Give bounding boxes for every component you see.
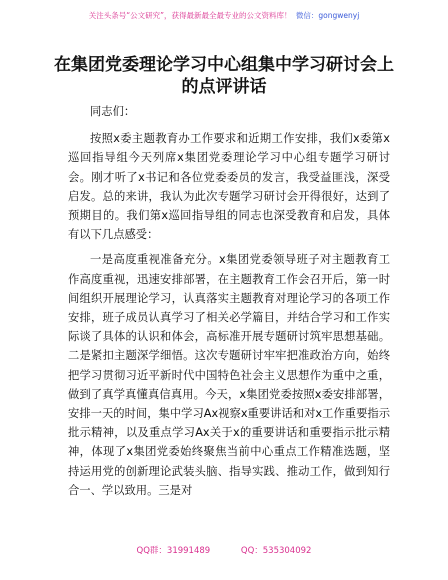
footer-contact: [0, 545, 448, 557]
wechat-id: 微信：gongwenyj: [295, 11, 360, 20]
title-line-1: 在集团党委理论学习中心组集中学习研讨会上: [54, 55, 394, 75]
qq-number: QQ：535304092: [240, 546, 312, 556]
greeting: 同志们：: [90, 105, 136, 118]
banner-text: 关注头条号“公文研究”，获得最新最全最专业的公文资料库！: [88, 11, 292, 20]
document-body: [68, 102, 390, 506]
document-title: [36, 54, 412, 98]
top-banner: [0, 10, 448, 22]
title-line-2: 的点评讲话: [181, 77, 267, 97]
paragraph-1: 按照x委主题教育办工作要求和近期工作安排，我们x委第x巡回指导组今天列席x集团党委理论学习中心组专题学习研讨会。刚才听了x书记和各位党委委员的发言，我受益匪浅，深受启发。总的来讲，我认为此次专题学习研讨会开得很好，达到了预期目的。我们第x巡回指导组的同志也深受教育和启发，具体有以下几点感受：: [68, 132, 390, 242]
paragraph-2: 一是高度重视准备充分。x集团党委领导班子对主题教育工作高度重视，迅速安排部署，在主题教育工作会召开后，第一时间组织开展理论学习，认真落实主题教育对理论学习的各项工作安排，班子成员认真学习了相关必学篇目，并结合学习和工作实际谈了具体的认识和体会，高标准开展专题研讨筑牢思想基础。二是紧扣主题深学细悟。这次专题研讨牢牢把准政治方向，始终把学习贯彻习近平新时代中国特色社会主义思想作为重中之重，做到了真学真懂真信真用。今天，x集团党委按照x委安排部署，安排一天的时间，集中学习Ax视察x重要讲话和对x工作重要指示批示精神，以及重点学习Ax关于x的重要讲话和重要指示批示精神，体现了x集团党委始终聚焦当前中心重点工作精准选题，坚持运用党的创新理论武装头脑、指导实践、推动工作，做到知行合一、学以致用。三是对: [68, 253, 390, 497]
qq-group: QQ群：31991489: [136, 546, 211, 556]
